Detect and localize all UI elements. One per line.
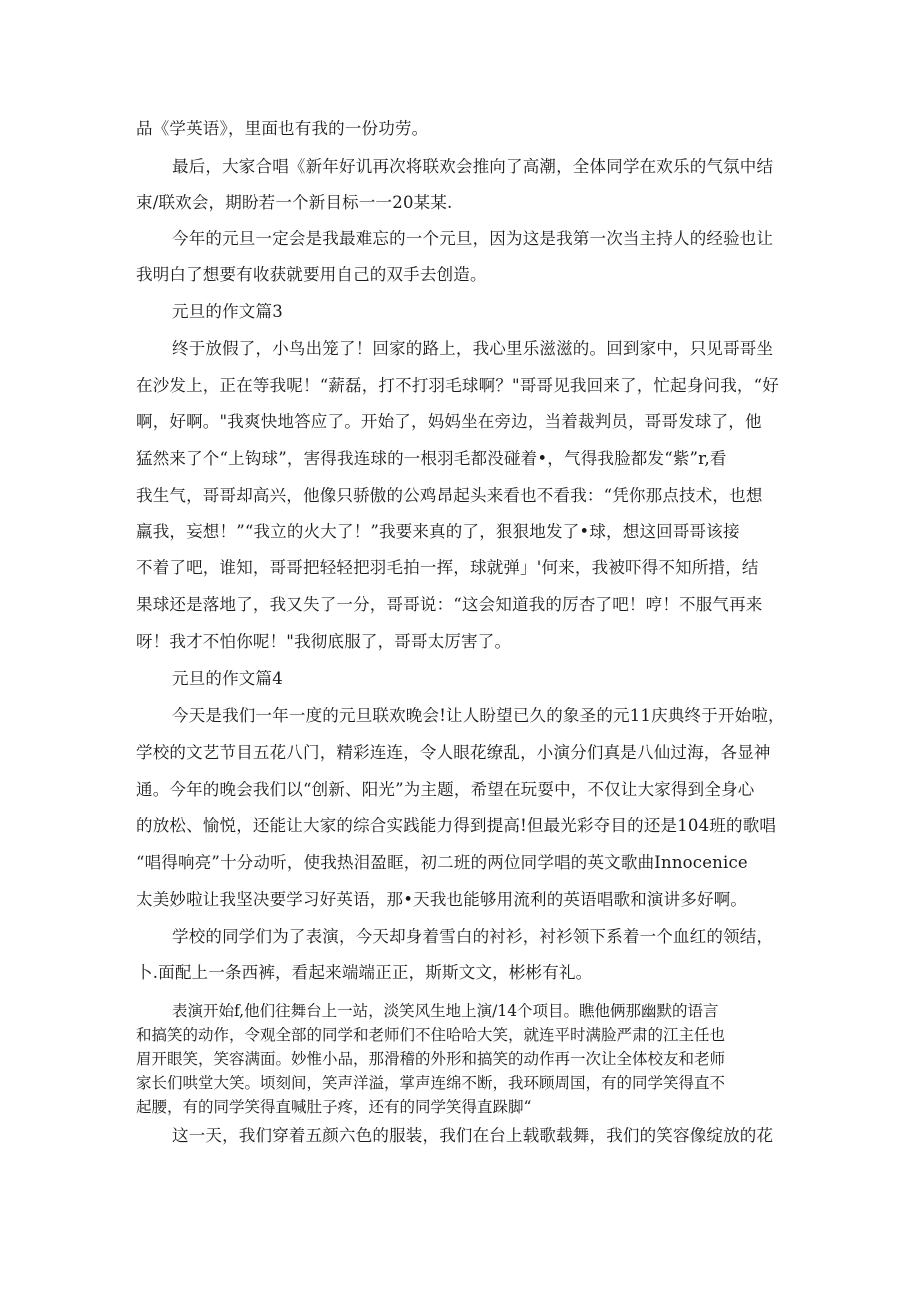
- text-line: 在沙发上，正在等我呢！“薪磊，打不打羽毛球啊？"哥哥见我回来了，忙起身问我，“好: [136, 376, 779, 395]
- text-line: 家长们哄堂大笑。顷刻间，笑声洋溢，掌声连绵不断，我环顾周国，有的同学笑得直不: [136, 1074, 726, 1092]
- text-line: 羸我，妄想！”“我立的火大了！”我要来真的了，狠狠地发了•球，想这回哥哥该接: [136, 522, 740, 541]
- text-line: 呀！我才不怕你呢！"我彻底服了，哥哥太厉害了。: [136, 632, 512, 651]
- text-line: 啊，好啊。"我爽快地答应了。开始了，妈妈坐在旁边，当着裁判员，哥哥发球了，他: [136, 412, 762, 431]
- text-line: “唱得响亮”十分动听，使我热泪盈眶，初二班的两位同学唱的英文歌曲Innocenice: [136, 853, 748, 872]
- text-line: 学校的文艺节目五花八门，精彩连连，令人眼花缭乱，小演分们真是八仙过海，各显神: [136, 743, 771, 762]
- text-line: 眉开眼笑，笑容满面。妙惟小品，那滑稽的外形和搞笑的动作再一次让全体校友和老师: [136, 1050, 726, 1068]
- text-line: 猛然来了个“上钩球”，害得我连球的一根羽毛都没碰着•，气得我脸都发“紫”r,看: [136, 449, 727, 468]
- text-line: 今年的元旦一定会是我最难忘的一个元旦，因为这是我第一次当主持人的经验也让: [172, 229, 774, 248]
- text-line: 我生气，哥哥却高兴，他像只骄傲的公鸡昂起头来看也不看我：“凭你那点技术，也想: [136, 486, 763, 505]
- text-line: 和搞笑的动作，令观全部的同学和老师们不住哈哈大笑，就连平时满脸严肃的江主任也: [136, 1026, 726, 1044]
- section-heading: 元旦的作文篇4: [172, 669, 283, 688]
- text-line: 太美妙啦让我坚决要学习好英语，那•天我也能够用流利的英语唱歌和演讲多好啊。: [136, 890, 748, 909]
- text-line: 卜.面配上一条西裤，看起来端端正正，斯斯文文，彬彬有礼。: [136, 963, 593, 982]
- text-line: 终于放假了，小鸟出笼了！回家的路上，我心里乐滋滋的。回到家中，只见哥哥坐: [172, 339, 774, 358]
- text-line: 最后，大家合唱《新年好讥再次将联欢会推向了高潮，全体同学在欢乐的气氛中结: [172, 157, 774, 176]
- text-line: 表演开始f,他们往舞台上一站，淡笑风生地上演/14个项目。瞧他俩那幽默的语言: [172, 1002, 719, 1020]
- text-line: 的放松、愉悦，还能让大家的综合实践能力得到提高!但最光彩夺目的还是104班的歌唱: [136, 816, 777, 835]
- text-line: 品《学英语》，里面也有我的一份功劳。: [136, 119, 429, 138]
- text-line: 不着了吧，谁知，哥哥把轻轻把羽毛拍一挥，球就弹」'何来，我被吓得不知所措，结: [136, 558, 759, 577]
- text-line: 起腰，有的同学笑得直喊肚子疼，还有的同学笑得直跺脚“: [136, 1098, 532, 1116]
- text-line: 这一天，我们穿着五颜六色的服装，我们在台上载歌载舞，我们的笑容像绽放的花: [172, 1126, 774, 1145]
- section-heading: 元旦的作文篇3: [172, 302, 283, 321]
- text-line: 果球还是落地了，我又失了一分，哥哥说：“这会知道我的厉杏了吧！哼！不服气再来: [136, 595, 763, 614]
- text-line: 通。今年的晚会我们以“创新、阳光”为主题，希望在玩耍中，不仅让大家得到全身心: [136, 780, 755, 799]
- text-line: 今天是我们一年一度的元旦联欢晚会!让人盼望已久的象圣的元11庆典终于开始啦，: [172, 706, 785, 725]
- text-line: 束/联欢会，期盼若一个新目标一一20某某.: [136, 193, 453, 212]
- text-line: 我明白了想要有收获就要用自己的双手去创造。: [136, 265, 487, 284]
- text-line: 学校的同学们为了表演，今天却身着雪白的衬衫，衬衫领下系着一个血红的领结，: [172, 927, 774, 946]
